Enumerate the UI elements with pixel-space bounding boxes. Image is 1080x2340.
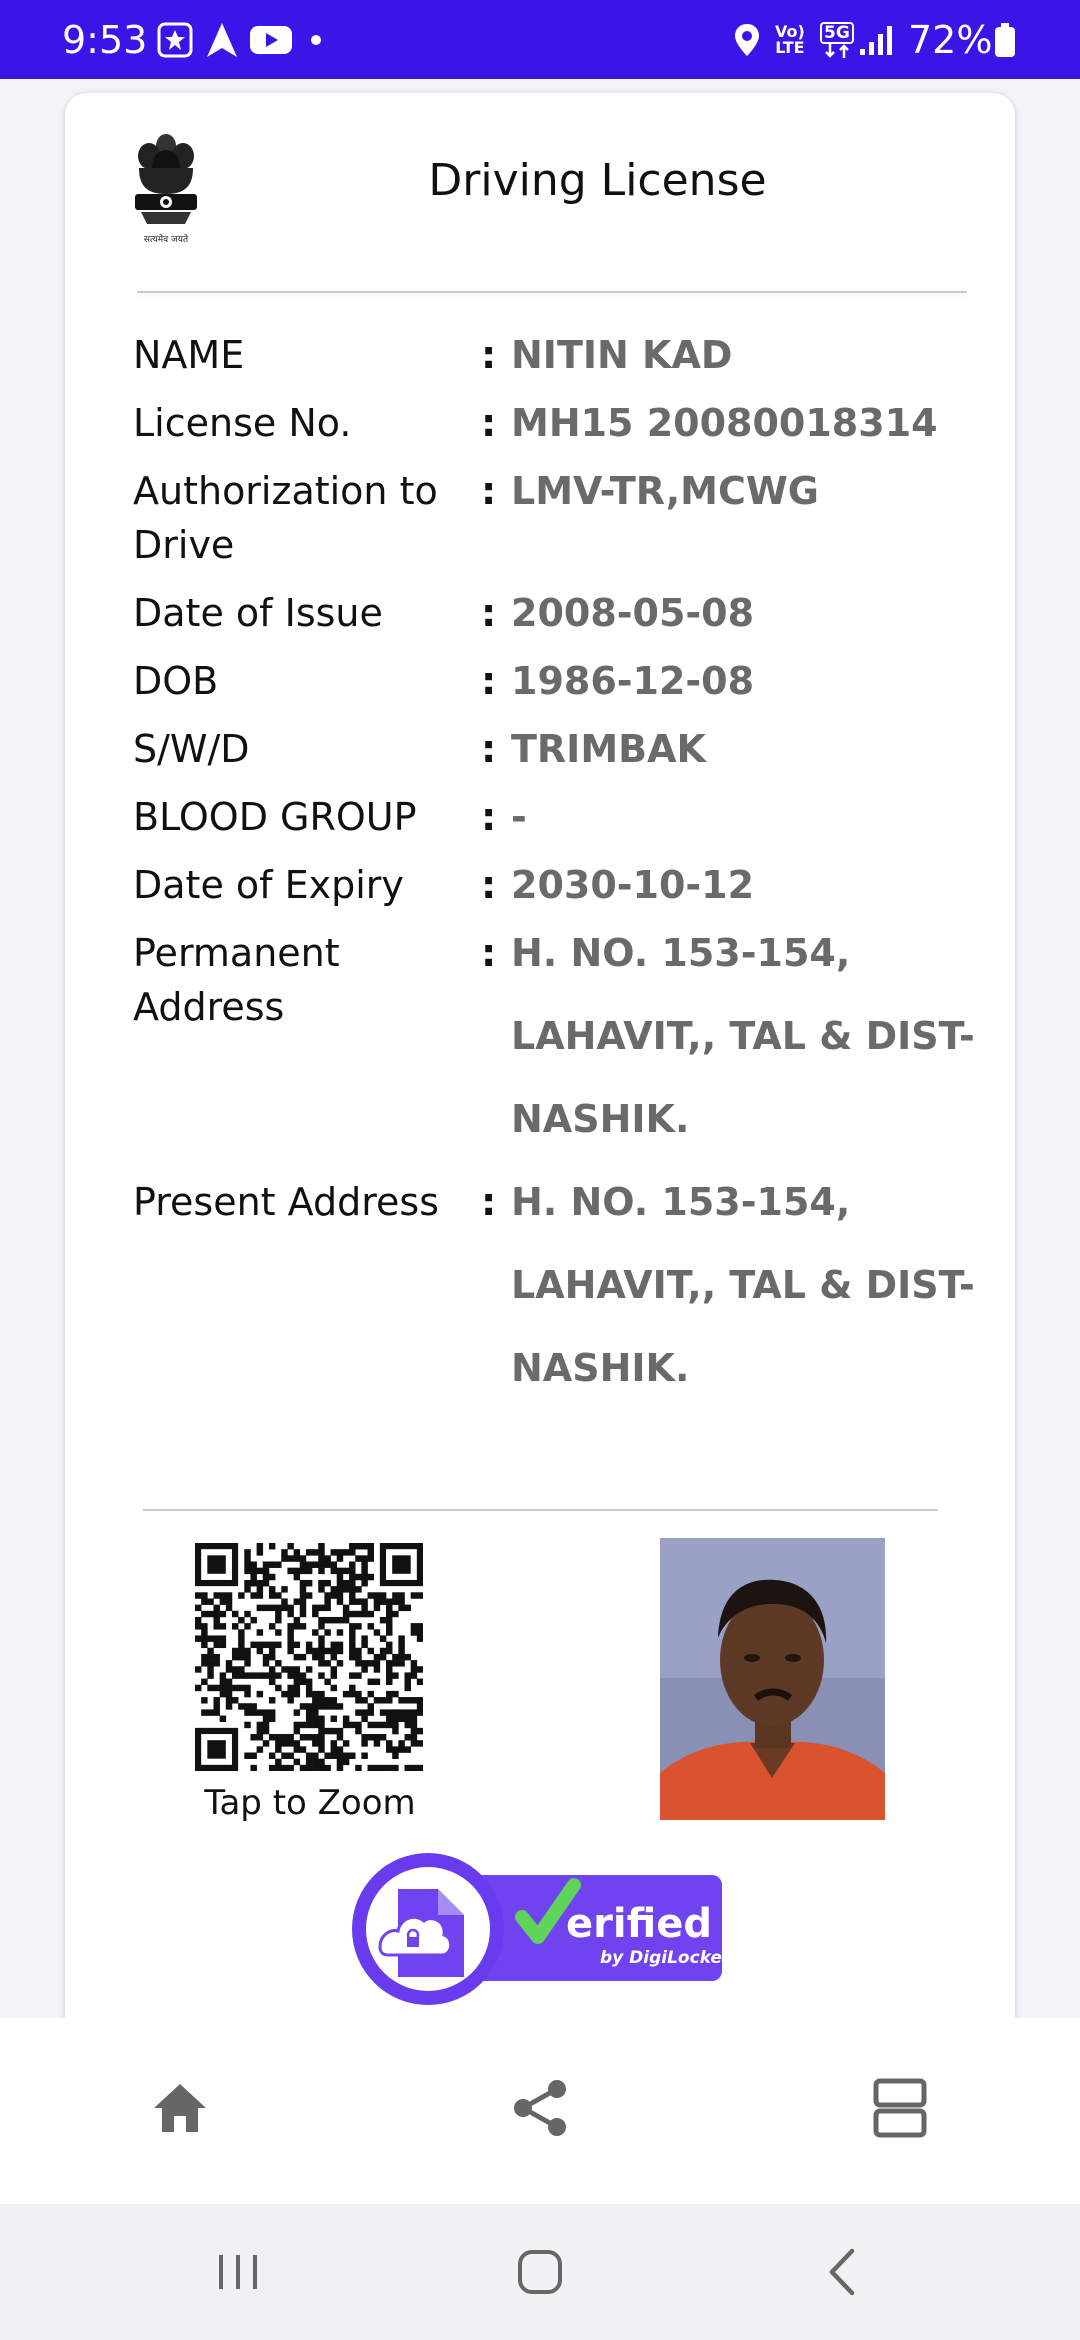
- app-notification-icon: [157, 20, 193, 60]
- field-value: 2030-10-12: [511, 863, 755, 907]
- field-value: [511, 912, 993, 1161]
- status-bar: [0, 0, 1080, 79]
- recents-icon[interactable]: [198, 2240, 278, 2304]
- page-title: Driving License: [428, 155, 767, 206]
- field-separator: :: [481, 727, 497, 771]
- license-photo: [660, 1538, 885, 1820]
- field-separator: :: [481, 1180, 497, 1224]
- status-time: 9:53: [62, 18, 148, 62]
- field-label: Permanent Address: [133, 931, 340, 1029]
- digilocker-verified-badge: [352, 1851, 732, 2011]
- location-icon: [733, 20, 761, 60]
- field-separator: :: [481, 401, 497, 445]
- dot-icon: [310, 20, 322, 60]
- field-separator: :: [481, 795, 497, 839]
- youtube-icon: [250, 20, 292, 60]
- emblem-caption: सत्यमेव जयते: [143, 235, 189, 245]
- field-row-blood-group: [133, 790, 993, 844]
- field-label: BLOOD GROUP: [133, 795, 417, 839]
- field-value: NITIN KAD: [511, 333, 733, 377]
- divider: [137, 291, 967, 293]
- signal-icon: [858, 20, 894, 60]
- field-separator: :: [481, 469, 497, 513]
- license-fields: [133, 328, 993, 1424]
- field-label: Date of Issue: [133, 591, 383, 635]
- back-icon[interactable]: [802, 2240, 882, 2304]
- field-separator: :: [481, 659, 497, 703]
- battery-percent: 72%: [908, 18, 993, 62]
- field-row-name: [133, 328, 993, 382]
- home-icon[interactable]: [140, 2068, 220, 2148]
- divider: [143, 1509, 938, 1511]
- system-navigation: [0, 2204, 1080, 2340]
- field-separator: :: [481, 333, 497, 377]
- badge-text: erified: [566, 1901, 712, 1947]
- field-row-date-of-expiry: [133, 858, 993, 912]
- badge-subtext: by DigiLocker: [600, 1948, 731, 1968]
- address-line: NASHIK.: [511, 1346, 690, 1390]
- field-label: DOB: [133, 659, 219, 703]
- field-value: LMV-TR,MCWG: [511, 469, 819, 513]
- volte-icon: Vo) LTE: [775, 22, 805, 57]
- field-separator: :: [481, 931, 497, 975]
- field-row-present-address: [133, 1175, 993, 1410]
- field-value: TRIMBAK: [511, 727, 706, 771]
- field-row-swd: [133, 722, 993, 776]
- bottom-navigation: [0, 2018, 1080, 2204]
- field-label: Date of Expiry: [133, 863, 404, 907]
- field-label: Authorization to Drive: [133, 469, 438, 567]
- field-value: [511, 1161, 993, 1410]
- field-value: MH15 20080018314: [511, 401, 938, 445]
- field-value: 1986-12-08: [511, 659, 755, 703]
- qr-caption[interactable]: Tap to Zoom: [204, 1783, 416, 1823]
- field-row-date-of-issue: [133, 586, 993, 640]
- field-separator: :: [481, 863, 497, 907]
- license-card: [65, 93, 1015, 2053]
- navigation-icon: [205, 20, 239, 60]
- menu-icon[interactable]: [860, 2068, 940, 2148]
- address-line: H. NO. 153-154,: [511, 1180, 851, 1224]
- home-circle-icon[interactable]: [500, 2240, 580, 2304]
- field-value: -: [511, 795, 527, 839]
- field-row-permanent-address: [133, 926, 993, 1161]
- field-label: NAME: [133, 333, 245, 377]
- field-row-license-no: [133, 396, 993, 450]
- address-line: NASHIK.: [511, 1097, 690, 1141]
- field-row-authorization: [133, 464, 993, 572]
- field-separator: :: [481, 591, 497, 635]
- share-icon[interactable]: [500, 2068, 580, 2148]
- field-label: Present Address: [133, 1180, 439, 1224]
- field-label: S/W/D: [133, 727, 250, 771]
- address-line: LAHAVIT,, TAL & DIST-: [511, 1263, 975, 1307]
- field-label: License No.: [133, 401, 352, 445]
- qr-code[interactable]: [195, 1543, 423, 1771]
- network-5g-icon: 5G: [820, 20, 854, 60]
- field-row-dob: [133, 654, 993, 708]
- field-value: 2008-05-08: [511, 591, 755, 635]
- address-line: LAHAVIT,, TAL & DIST-: [511, 1014, 975, 1058]
- battery-icon: [994, 20, 1016, 60]
- address-line: H. NO. 153-154,: [511, 931, 851, 975]
